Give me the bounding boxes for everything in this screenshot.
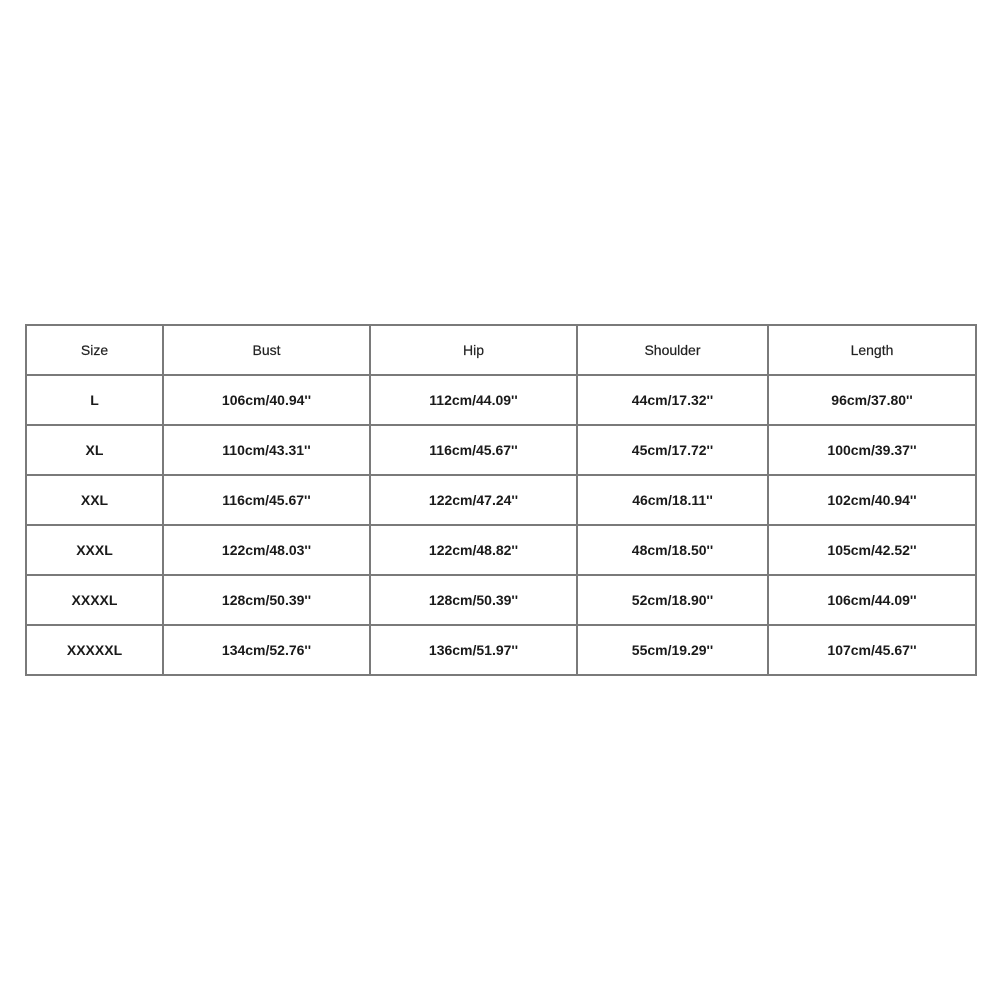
shoulder-cell: 55cm/19.29'' <box>577 625 768 675</box>
hip-cell: 122cm/48.82'' <box>370 525 577 575</box>
bust-cell: 122cm/48.03'' <box>163 525 370 575</box>
size-cell: XXXXXL <box>26 625 163 675</box>
shoulder-cell: 46cm/18.11'' <box>577 475 768 525</box>
hip-cell: 122cm/47.24'' <box>370 475 577 525</box>
length-cell: 102cm/40.94'' <box>768 475 976 525</box>
size-cell: XXXXL <box>26 575 163 625</box>
bust-cell: 128cm/50.39'' <box>163 575 370 625</box>
bust-cell: 116cm/45.67'' <box>163 475 370 525</box>
header-shoulder: Shoulder <box>577 325 768 375</box>
header-size: Size <box>26 325 163 375</box>
bust-cell: 134cm/52.76'' <box>163 625 370 675</box>
table-row <box>26 475 976 525</box>
length-cell: 100cm/39.37'' <box>768 425 976 475</box>
table-row <box>26 425 976 475</box>
table-row <box>26 575 976 625</box>
length-cell: 106cm/44.09'' <box>768 575 976 625</box>
length-cell: 96cm/37.80'' <box>768 375 976 425</box>
size-cell: XL <box>26 425 163 475</box>
size-cell: XXL <box>26 475 163 525</box>
length-cell: 105cm/42.52'' <box>768 525 976 575</box>
hip-cell: 136cm/51.97'' <box>370 625 577 675</box>
hip-cell: 128cm/50.39'' <box>370 575 577 625</box>
bust-cell: 110cm/43.31'' <box>163 425 370 475</box>
shoulder-cell: 48cm/18.50'' <box>577 525 768 575</box>
shoulder-cell: 44cm/17.32'' <box>577 375 768 425</box>
shoulder-cell: 45cm/17.72'' <box>577 425 768 475</box>
table-row <box>26 525 976 575</box>
header-length: Length <box>768 325 976 375</box>
hip-cell: 116cm/45.67'' <box>370 425 577 475</box>
size-chart-table <box>25 324 977 676</box>
table-row <box>26 375 976 425</box>
table-row <box>26 625 976 675</box>
size-cell: L <box>26 375 163 425</box>
size-cell: XXXL <box>26 525 163 575</box>
length-cell: 107cm/45.67'' <box>768 625 976 675</box>
header-bust: Bust <box>163 325 370 375</box>
header-row <box>26 325 976 375</box>
hip-cell: 112cm/44.09'' <box>370 375 577 425</box>
shoulder-cell: 52cm/18.90'' <box>577 575 768 625</box>
header-hip: Hip <box>370 325 577 375</box>
bust-cell: 106cm/40.94'' <box>163 375 370 425</box>
